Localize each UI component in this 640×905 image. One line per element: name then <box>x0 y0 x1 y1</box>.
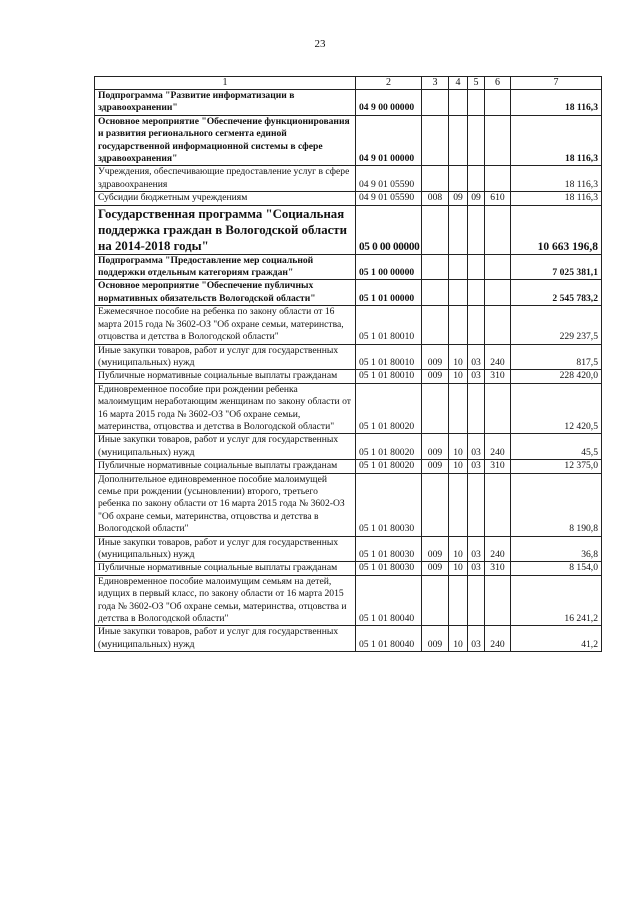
table-row <box>95 562 602 575</box>
row-name-cell: Основное мероприятие "Обеспечение публичных нормативных обязательств Вологодской области" <box>95 280 356 306</box>
row-pr-cell: 03 <box>468 460 485 473</box>
row-vr-cell <box>485 280 511 306</box>
row-sum-cell: 18 116,3 <box>511 166 602 192</box>
row-sum-cell: 18 116,3 <box>511 90 602 116</box>
row-pr-cell <box>468 473 485 536</box>
header-cell-ved: 3 <box>422 77 449 90</box>
row-code-cell: 04 9 01 05590 <box>356 192 422 205</box>
row-code-cell: 05 0 00 00000 <box>356 205 422 254</box>
row-vr-cell <box>485 166 511 192</box>
row-pr-cell: 03 <box>468 562 485 575</box>
row-pr-cell <box>468 254 485 280</box>
row-ved-cell: 009 <box>422 626 449 652</box>
row-sum-cell: 41,2 <box>511 626 602 652</box>
row-name-cell: Иные закупки товаров, работ и услуг для государственных (муниципальных) нужд <box>95 344 356 370</box>
row-rz-cell <box>449 306 468 344</box>
row-rz-cell: 10 <box>449 434 468 460</box>
row-vr-cell <box>485 90 511 116</box>
row-name-cell: Субсидии бюджетным учреждениям <box>95 192 356 205</box>
row-sum-cell: 229 237,5 <box>511 306 602 344</box>
row-ved-cell: 009 <box>422 562 449 575</box>
row-pr-cell <box>468 115 485 166</box>
header-cell-name: 1 <box>95 77 356 90</box>
row-pr-cell <box>468 90 485 116</box>
row-name-cell: Публичные нормативные социальные выплаты гражданам <box>95 370 356 383</box>
row-rz-cell: 10 <box>449 626 468 652</box>
header-row <box>95 77 602 90</box>
row-rz-cell <box>449 166 468 192</box>
row-code-cell: 05 1 00 00000 <box>356 254 422 280</box>
row-code-cell: 05 1 01 80020 <box>356 383 422 434</box>
table-row <box>95 192 602 205</box>
row-name-cell: Учреждения, обеспечивающие предоставление услуг в сфере здравоохранения <box>95 166 356 192</box>
row-code-cell: 05 1 01 80030 <box>356 536 422 562</box>
row-code-cell: 05 1 01 80010 <box>356 370 422 383</box>
row-code-cell: 05 1 01 80040 <box>356 575 422 626</box>
row-rz-cell: 10 <box>449 344 468 370</box>
row-code-cell: 05 1 01 80020 <box>356 460 422 473</box>
row-name-cell: Подпрограмма "Предоставление мер социальной поддержки отдельным категориям граждан" <box>95 254 356 280</box>
table-row <box>95 280 602 306</box>
row-vr-cell: 310 <box>485 460 511 473</box>
row-vr-cell: 610 <box>485 192 511 205</box>
row-rz-cell: 09 <box>449 192 468 205</box>
row-sum-cell: 18 116,3 <box>511 192 602 205</box>
row-rz-cell <box>449 90 468 116</box>
header-cell-sum: 7 <box>511 77 602 90</box>
row-ved-cell <box>422 166 449 192</box>
table-row <box>95 460 602 473</box>
row-code-cell: 05 1 01 80020 <box>356 434 422 460</box>
table-row <box>95 115 602 166</box>
row-pr-cell <box>468 166 485 192</box>
row-pr-cell <box>468 205 485 254</box>
row-name-cell: Публичные нормативные социальные выплаты гражданам <box>95 460 356 473</box>
row-rz-cell <box>449 254 468 280</box>
row-sum-cell: 7 025 381,1 <box>511 254 602 280</box>
table-row <box>95 90 602 116</box>
row-name-cell: Ежемесячное пособие на ребенка по закону области от 16 марта 2015 года № 3602-ОЗ "Об охране семьи, материнства, отцовства и детства в Вологодской области" <box>95 306 356 344</box>
row-vr-cell: 310 <box>485 562 511 575</box>
row-ved-cell <box>422 575 449 626</box>
row-ved-cell: 009 <box>422 460 449 473</box>
row-pr-cell: 03 <box>468 370 485 383</box>
row-pr-cell: 09 <box>468 192 485 205</box>
row-code-cell: 05 1 01 80010 <box>356 344 422 370</box>
row-ved-cell <box>422 280 449 306</box>
row-vr-cell: 310 <box>485 370 511 383</box>
row-code-cell: 04 9 01 05590 <box>356 166 422 192</box>
row-code-cell: 05 1 01 00000 <box>356 280 422 306</box>
row-ved-cell: 009 <box>422 344 449 370</box>
row-vr-cell <box>485 254 511 280</box>
row-pr-cell <box>468 280 485 306</box>
table-row <box>95 370 602 383</box>
row-ved-cell <box>422 115 449 166</box>
row-ved-cell: 009 <box>422 370 449 383</box>
row-sum-cell: 2 545 783,2 <box>511 280 602 306</box>
row-pr-cell <box>468 575 485 626</box>
row-ved-cell <box>422 383 449 434</box>
row-ved-cell <box>422 90 449 116</box>
table-row <box>95 575 602 626</box>
row-vr-cell <box>485 473 511 536</box>
row-vr-cell <box>485 383 511 434</box>
row-code-cell: 04 9 00 00000 <box>356 90 422 116</box>
table-row <box>95 383 602 434</box>
table-row <box>95 626 602 652</box>
row-name-cell: Единовременное пособие малоимущим семьям на детей, идущих в первый класс, по закону области от 16 марта 2015 года № 3602-ОЗ "Об охране семьи, материнства, отцовства и детства в Вологодской области" <box>95 575 356 626</box>
row-code-cell: 05 1 01 80030 <box>356 473 422 536</box>
row-name-cell: Подпрограмма "Развитие информатизации в здравоохранении" <box>95 90 356 116</box>
row-vr-cell <box>485 575 511 626</box>
row-sum-cell: 8 154,0 <box>511 562 602 575</box>
row-rz-cell <box>449 473 468 536</box>
row-ved-cell <box>422 254 449 280</box>
row-sum-cell: 18 116,3 <box>511 115 602 166</box>
row-vr-cell: 240 <box>485 536 511 562</box>
row-sum-cell: 12 375,0 <box>511 460 602 473</box>
row-name-cell: Иные закупки товаров, работ и услуг для государственных (муниципальных) нужд <box>95 434 356 460</box>
table-body <box>95 77 602 652</box>
row-rz-cell <box>449 205 468 254</box>
row-pr-cell: 03 <box>468 536 485 562</box>
row-name-cell: Основное мероприятие "Обеспечение функционирования и развития регионального сегмента единой государственной информационной системы в сфере здравоохранения" <box>95 115 356 166</box>
row-sum-cell: 12 420,5 <box>511 383 602 434</box>
row-sum-cell: 36,8 <box>511 536 602 562</box>
row-pr-cell: 03 <box>468 344 485 370</box>
row-sum-cell: 45,5 <box>511 434 602 460</box>
row-ved-cell <box>422 473 449 536</box>
page-number: 23 <box>314 38 326 50</box>
row-pr-cell: 03 <box>468 434 485 460</box>
table-row <box>95 166 602 192</box>
row-pr-cell <box>468 383 485 434</box>
row-ved-cell: 008 <box>422 192 449 205</box>
row-rz-cell: 10 <box>449 562 468 575</box>
header-cell-vr: 6 <box>485 77 511 90</box>
row-code-cell: 05 1 01 80030 <box>356 562 422 575</box>
row-vr-cell <box>485 205 511 254</box>
row-name-cell: Публичные нормативные социальные выплаты гражданам <box>95 562 356 575</box>
row-rz-cell <box>449 280 468 306</box>
row-vr-cell: 240 <box>485 344 511 370</box>
row-vr-cell: 240 <box>485 626 511 652</box>
row-ved-cell: 009 <box>422 434 449 460</box>
row-rz-cell: 10 <box>449 370 468 383</box>
row-vr-cell: 240 <box>485 434 511 460</box>
row-code-cell: 05 1 01 80040 <box>356 626 422 652</box>
row-sum-cell: 10 663 196,8 <box>511 205 602 254</box>
header-cell-pr: 5 <box>468 77 485 90</box>
row-rz-cell: 10 <box>449 536 468 562</box>
table-row <box>95 536 602 562</box>
header-cell-rz: 4 <box>449 77 468 90</box>
table-row <box>95 254 602 280</box>
row-rz-cell <box>449 383 468 434</box>
table-row <box>95 344 602 370</box>
row-code-cell: 05 1 01 80010 <box>356 306 422 344</box>
row-name-cell: Иные закупки товаров, работ и услуг для государственных (муниципальных) нужд <box>95 536 356 562</box>
row-ved-cell <box>422 306 449 344</box>
row-pr-cell <box>468 306 485 344</box>
row-code-cell: 04 9 01 00000 <box>356 115 422 166</box>
row-pr-cell: 03 <box>468 626 485 652</box>
table-row <box>95 205 602 254</box>
header-cell-code: 2 <box>356 77 422 90</box>
row-ved-cell: 009 <box>422 536 449 562</box>
row-name-cell: Дополнительное единовременное пособие малоимущей семье при рождении (усыновлении) второго, третьего ребенка по закону области от 16 марта 2015 года № 3602-ОЗ "Об охране семьи, материнства, отцовства и детства в Вологодской области" <box>95 473 356 536</box>
row-sum-cell: 16 241,2 <box>511 575 602 626</box>
row-vr-cell <box>485 115 511 166</box>
row-vr-cell <box>485 306 511 344</box>
row-rz-cell <box>449 575 468 626</box>
row-name-cell: Государственная программа "Социальная поддержка граждан в Вологодской области на 2014-2018 годы" <box>95 205 356 254</box>
row-rz-cell <box>449 115 468 166</box>
budget-table <box>94 76 602 652</box>
row-sum-cell: 8 190,8 <box>511 473 602 536</box>
row-ved-cell <box>422 205 449 254</box>
row-name-cell: Иные закупки товаров, работ и услуг для государственных (муниципальных) нужд <box>95 626 356 652</box>
row-name-cell: Единовременное пособие при рождении ребенка малоимущим неработающим женщинам по закону области от 16 марта 2015 года № 3602-ОЗ "Об охране семьи, материнства, отцовства и детства в Вологодской области" <box>95 383 356 434</box>
table-row <box>95 473 602 536</box>
row-sum-cell: 228 420,0 <box>511 370 602 383</box>
row-sum-cell: 817,5 <box>511 344 602 370</box>
table-row <box>95 434 602 460</box>
table-row <box>95 306 602 344</box>
row-rz-cell: 10 <box>449 460 468 473</box>
